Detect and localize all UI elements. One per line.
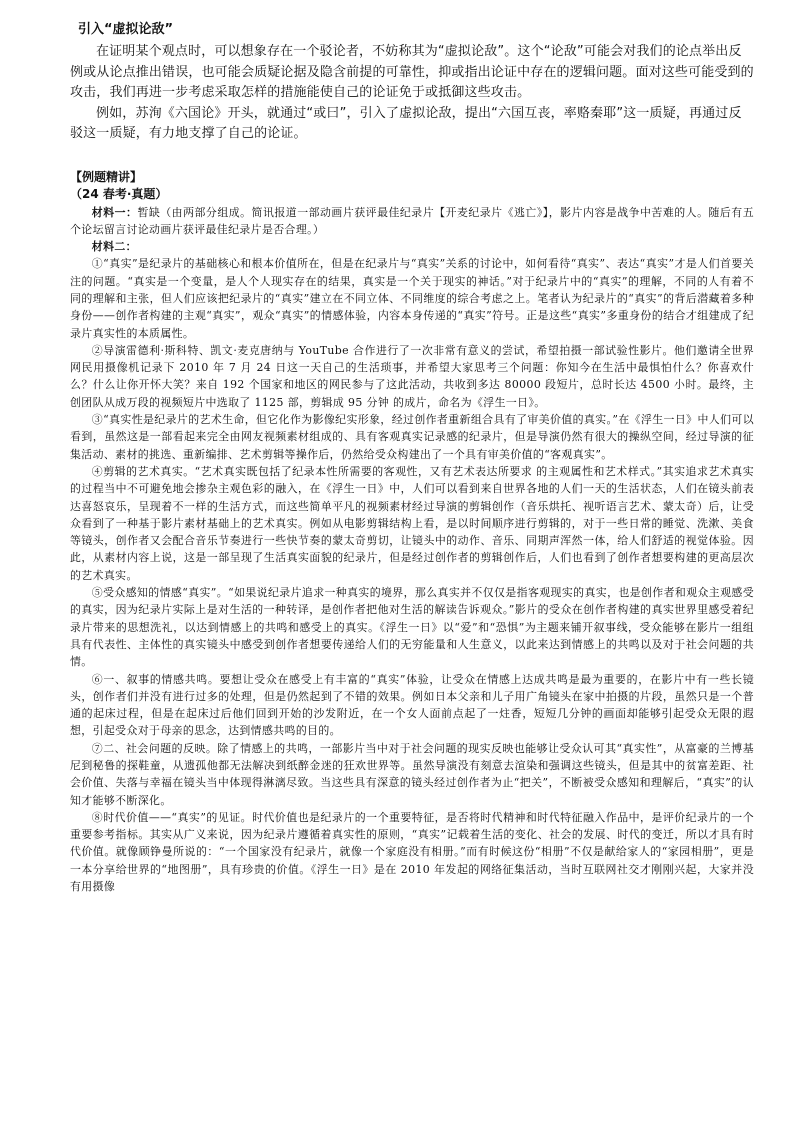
intro-title: 引入“虚拟论敌” xyxy=(78,22,174,37)
paragraph-2: ②导演雷德利·斯科特、凯文·麦克唐纳与 YouTube 合作进行了一次非常有意义的尝试，希望拍摄一部试验性影片。他们邀请全世界网民用摄像机记录下 2010 年 7 月 24 日这一天自己的生活琐事，并希望大家思考三个问题：你知今在生活中最惧怕什么？你喜欢什么？什么让你开怀大笑？来自 192 个国家和地区的网民参与了这此活动，共收到多达 80000 段短片，总时长达 4500 小时。最终，主创团队从成万段的视频短片中选取了 1125 部，剪辑成 95 分钟 的成片，命名为《浮生一日》。 xyxy=(70,343,754,409)
paragraph-5: ⑤受众感知的情感“真实”。“如果说纪录片追求一种真实的境界，那么真实并不仅仅是指客观现实的真实，也是创作者和观众主观感受的真实，因为纪录片实际上是对生活的一种转译，是创作者把他对生活的解读告诉观众。”影片的受众在创作者构建的真实世界里感受着纪录片带来的思想洗礼，以达到情感上的共鸣和感受上的真实。《浮生一日》以“爱”和“恐惧”为主题来铺开叙事线，受众能够在影片一组组具有代表性、主体性的真实镜头中感受到创作者想要传递给人们的无穷能量和人生意义，以此来达到情感上的共鸣以及对于社会问题的共情。 xyxy=(70,586,754,669)
paragraph-4: ④剪辑的艺术真实。“艺术真实既包括了纪录本性所需要的客观性，又有艺术表达所要求 的主观属性和艺术样式。”其实追求艺术真实的过程当中不可避免地会掺杂主观色彩的融入，在《浮生一日》中，人们可以看到来自世界各地的人们一天的生活状态，人们在镜头前表达喜怒哀乐，呈现着不一样的生活方式，而这些简单平凡的视频素材经过导演的剪辑创作（音乐烘托、视听语言艺术、蒙太奇）后，让受众看到了一种基于影片素材基础上的艺术真实。例如从电影剪辑结构上看，是以时间顺序进行剪辑的，对于一些日常的睡觉、洗漱、美食等镜头，创作者又会配合音乐节奏进行一些快节奏的蒙太奇剪切，让镜头中的动作、音乐、同期声浑然一体，给人们舒适的视觉体验。因此，从素材内容上说，这是一部呈现了生活真实面貌的纪录片，但是经过创作者的剪辑创作后，人们也看到了创作者想要构建的更高层次的艺术真实。 xyxy=(70,464,754,582)
paragraph-3: ③“真实性是纪录片的艺术生命，但它化作为影像纪实形象，经过创作者重新组合具有了审美价值的真实。”在《浮生一日》中人们可以看到，虽然这是一部看起来完全由网友视频素材组成的、具有客观真实记录感的纪录片，但是导演仍然有很大的操纵空间，经过导演的征集活动、素材的挑选、重新编排、艺术剪辑等操作后，仍然给受众构建出了一个具有审美价值的“客观真实”。 xyxy=(70,413,754,461)
example-section xyxy=(70,169,754,896)
paragraph-6: ⑥一、叙事的情感共鸣。要想让受众在感受上有丰富的“真实”体验，让受众在情感上达成共鸣是最为重要的，在影片中有一些长镜头，创作者们并没有进行过多的处理，但是仍然起到了不错的效果。例如日本父亲和儿子用广角镜头在家中拍摄的片段，虽然只是一个普通的起床过程，但是在起床过后他们回到开始的沙发附近，在一个女人面前点起了一炷香，短短几分钟的画面却能够引起受众无限的遐想，引起受众对于母亲的思念，达到情感共鸣的目的。 xyxy=(70,672,754,738)
document-page xyxy=(70,20,754,895)
section-subheading: （24 春考·真题） xyxy=(70,186,168,201)
paragraph-8: ⑧时代价值——“真实”的见证。时代价值也是纪录片的一个重要特征，是否将时代精神和时代特征融入作品中，是评价纪录片的一个重要参考指标。其实从广义来说，因为纪录片遵循着真实性的原则，“真实”记载着生活的变化、社会的发展、时代的变迁，所以才具有时代价值。就像顾铮曼所说的：“一个国家没有纪录片，就像一个家庭没有相册。”而有时候这份“相册”不仅是献给家人的“家园相册”，更是一本分享给世界的“地图册”，具有珍贵的价值。《浮生一日》是在 2010 年发起的网络征集活动，当时互联网社交才刚刚兴起，大家并没有用摄像 xyxy=(70,810,754,894)
intro-paragraph-1: 在证明某个观点时，可以想象存在一个驳论者，不妨称其为“虚拟论敌”。这个“论敌”可能会对我们的论点举出反例或从论点推出错误，也可能会质疑论据及隐含前提的可靠性，抑或指出论证中存在的逻辑问题。面对这些可能受到的攻击，我们再进一步考虑采取怎样的措施能使自己的论证免于或抵御这些攻击。 xyxy=(70,44,754,100)
material-one-label: 材料一： xyxy=(91,205,138,219)
material-one xyxy=(70,204,754,239)
section-gap xyxy=(70,145,754,169)
paragraph-1: ①“真实”是纪录片的基础核心和根本价值所在，但是在纪录片与“真实”关系的讨论中，如何看待“真实”、表达“真实”才是人们首要关注的问题。“真实是一个变量，是人个人现实存在的结果，真实是一个关于现实的神话。”对于纪录片中的“真实”的理解，不同的人有着不同的理解和主张，但人们应该把纪录片的“真实”建立在不同立体、不同维度的综合考虑之上。笔者认为纪录片的“真实”的背后潜藏着多种身份——创作者构建的主观“真实”，观众“真实”的情感体验，内容本身传递的“真实”符号。正是这些“真实”多重身份的结合才组建成了纪录片真实性的本质属性。 xyxy=(70,257,754,340)
material-one-text: 暂缺（由两部分组成。简讯报道一部动画片获评最佳纪录片【开麦纪录片《逃亡》】，影片内容是战争中苦难的人。随后有五个论坛留言讨论动画片获评最佳纪录片是否合理。） xyxy=(70,205,755,236)
material-two xyxy=(70,238,754,255)
intro-section xyxy=(70,20,754,145)
intro-paragraph-2: 例如，苏洵《六国论》开头，就通过“或曰”，引入了虚拟论敌，提出“六国互丧，率赂秦耶”这一质疑，再通过反驳这一质疑，有力地支撑了自己的论证。 xyxy=(70,105,742,141)
section-heading: 【例题精讲】 xyxy=(70,169,143,184)
paragraph-7: ⑦二、社会问题的反映。除了情感上的共鸣，一部影片当中对于社会问题的现实反映也能够让受众认可其“真实性”，从富豪的兰博基尼到秘鲁的探鞋童，从遗孤他都无法解决到纸醉金迷的狂欢世界等。虽然导演没有刻意去渲染和强调这些镜头，但是其中的贫富差距、社会价值、失落与幸福在镜头当中体现得淋漓尽致。当这些具有深意的镜头经过创作者为止“把关”，不断被受众感知和理解后，“真实”的认知才能够不断深化。 xyxy=(70,741,754,807)
material-two-label: 材料二： xyxy=(91,240,137,254)
